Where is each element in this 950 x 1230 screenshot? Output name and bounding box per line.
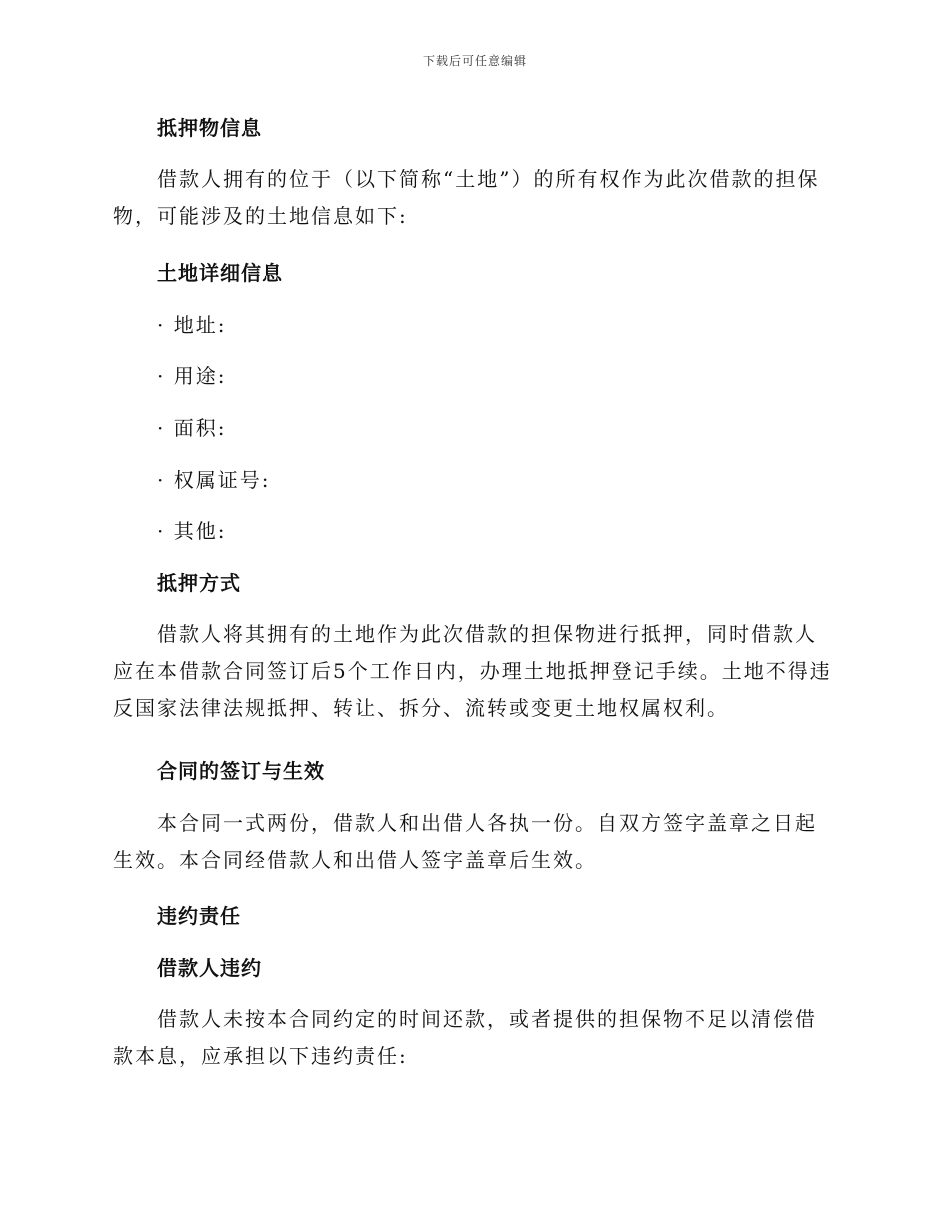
heading-land-details: 土地详细信息: [157, 261, 283, 285]
bullet-usage: · 用途:: [157, 364, 227, 388]
heading-liability: 违约责任: [157, 904, 241, 928]
paragraph-collateral-intro: 借款人拥有的位于（以下简称“土地”）的所有权作为此次借款的担保物，可能涉及的土地信息如下:: [113, 167, 820, 228]
bullet-other: · 其他:: [157, 519, 227, 543]
bullet-address: · 地址:: [157, 313, 227, 337]
paragraph-signing-effect: 本合同一式两份，借款人和出借人各执一份。自双方签字盖章之日起生效。本合同经借款人和出借人签字盖章后生效。: [113, 811, 817, 872]
bullet-certificate-number: · 权属证号:: [157, 468, 271, 492]
heading-borrower-default: 借款人违约: [157, 956, 262, 980]
heading-signing-effect: 合同的签订与生效: [157, 759, 325, 783]
paragraph-mortgage-method: 借款人将其拥有的土地作为此次借款的担保物进行抵押，同时借款人应在本借款合同签订后5个工作日内，办理土地抵押登记手续。土地不得违反国家法律法规抵押、转让、拆分、流转或变更土地权属权利。: [113, 622, 832, 720]
page-header: 下载后可任意编辑: [422, 54, 527, 68]
heading-mortgage-method: 抵押方式: [157, 571, 241, 595]
heading-collateral-info: 抵押物信息: [157, 116, 262, 140]
bullet-area: · 面积:: [157, 416, 227, 440]
paragraph-borrower-default: 借款人未按本合同约定的时间还款，或者提供的担保物不足以清偿借款本息，应承担以下违约责任:: [113, 1007, 817, 1068]
